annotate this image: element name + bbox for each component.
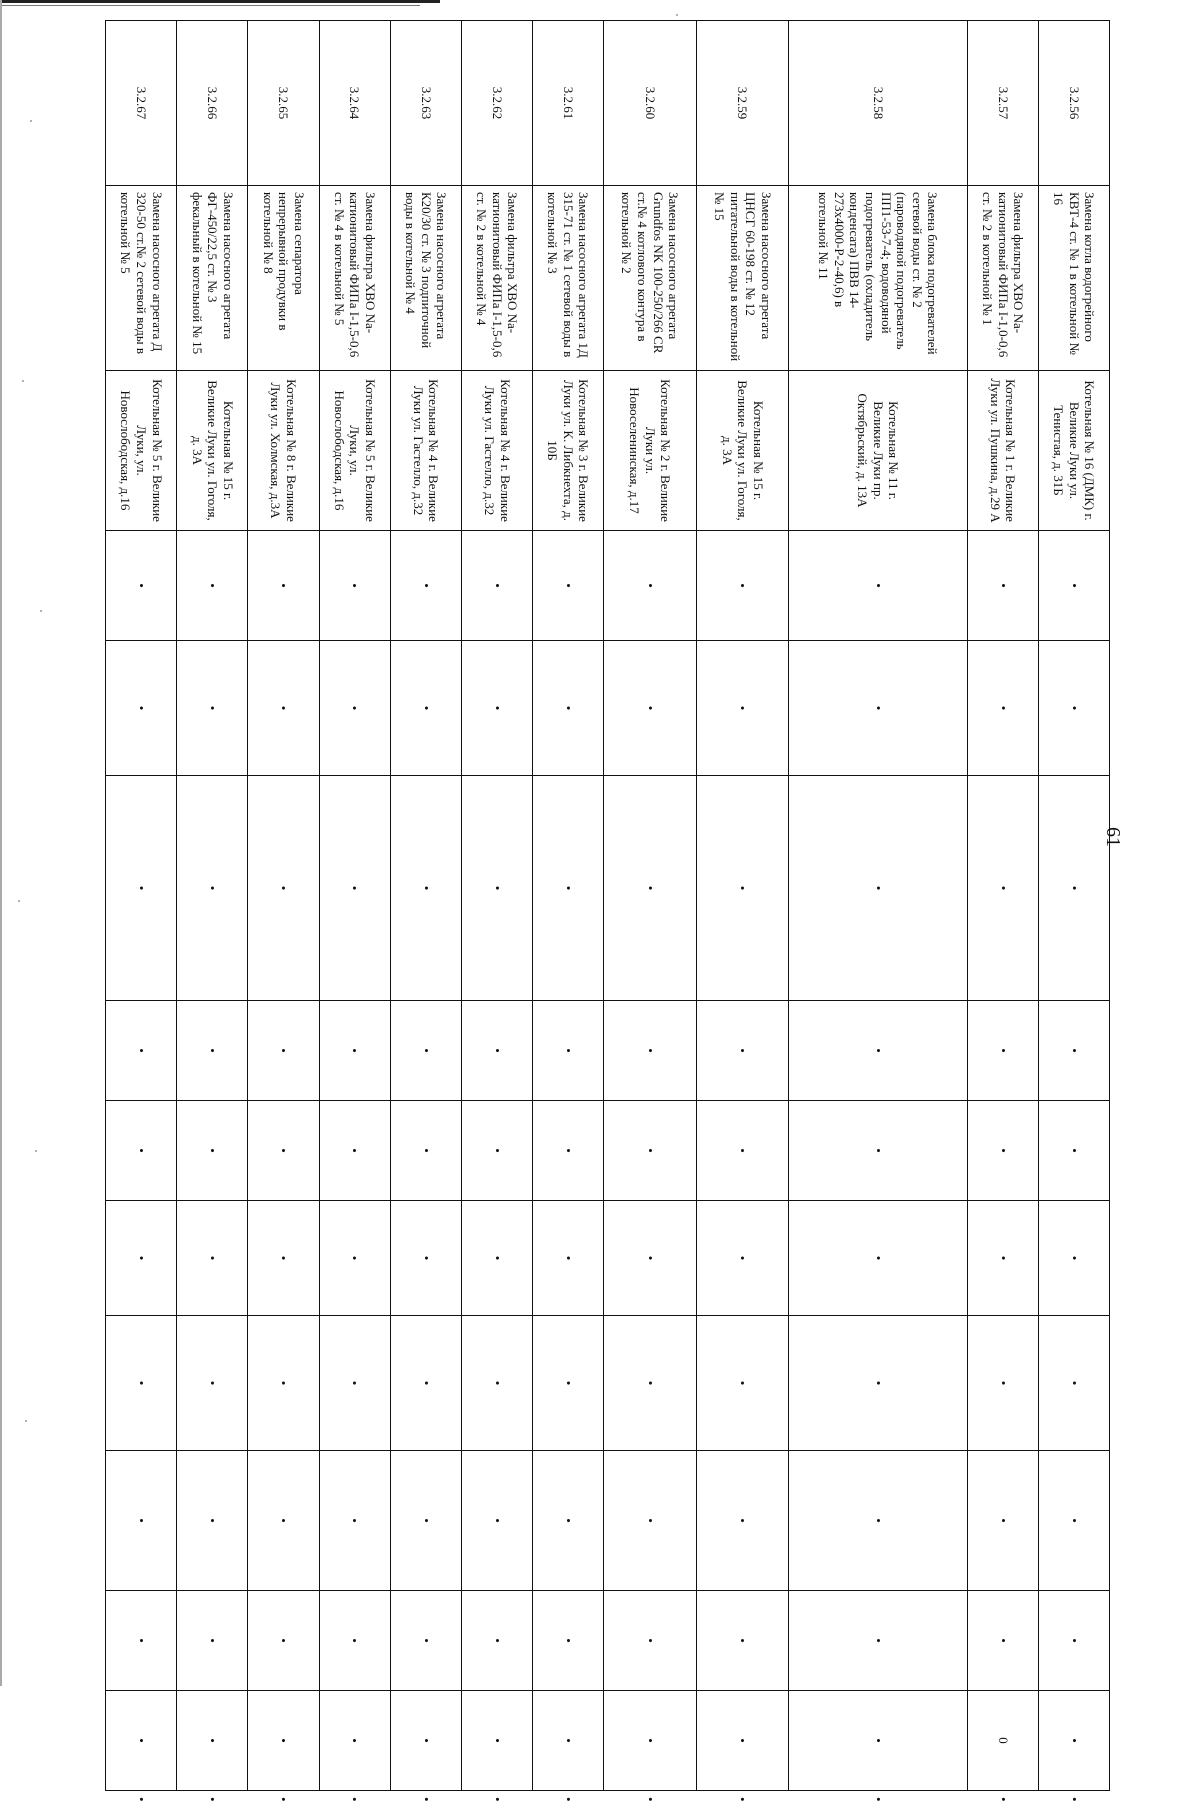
value-cell: • [390, 1591, 461, 1691]
table-row: 3.2.66 Замена насосного агрегата ФГ-450/22,5 ст. № 3 фекальный в котельной № 15 Котельная № 15 г. Великие Луки ул. Гоголя, д. 3А • • • • • • • • • • • [177, 21, 248, 1791]
value-cell: • [319, 1316, 390, 1451]
value-cell: • [696, 1001, 789, 1101]
value-cell: • [106, 1101, 177, 1201]
value-cell: • [461, 776, 532, 1001]
table-row: 3.2.67 Замена насосного агрегата Д 320-50 ст.№ 2 сетевой воды в котельной № 5 Котельная № 5 г. Великие Луки, ул. Новослободская, д.16 • • • • • • • • • • • [106, 21, 177, 1791]
work-description: Замена насосного агрегата ЦНСГ 60-198 ст. № 12 питательной воды в котельной № 15 [696, 186, 789, 371]
value-cell: • [789, 1591, 967, 1691]
item-number: 3.2.63 [390, 21, 461, 186]
value-cell: • [967, 641, 1038, 776]
value-cell: • [248, 1001, 319, 1101]
value-cell: • [390, 641, 461, 776]
value-cell: • [604, 531, 697, 641]
item-number: 3.2.66 [177, 21, 248, 186]
value-cell: • [248, 1451, 319, 1591]
value-cell: • [319, 1101, 390, 1201]
value-cell: • [967, 1101, 1038, 1201]
table-row: 3.2.58 Замена блока подогревателей сетевой воды ст. № 2 (пароводяной подогреватель ПП1-53-7-4; водоводяной подогреватель (охладитель конденсата) ПВВ 14-273х4000-Р-2-40,6) в котельной № 11 Котельная № 11 г. Великие Луки пр. Октябрьский, д. 13А • • • • • • • • • • • [789, 21, 967, 1791]
work-description: Замена насосного агрегата К20/30 ст. № 3 подпиточной воды в котельной № 4 [390, 186, 461, 371]
item-number: 3.2.67 [106, 21, 177, 186]
value-cell: • [1038, 1201, 1109, 1316]
value-cell: • [789, 1101, 967, 1201]
value-cell: • [461, 1691, 532, 1791]
value-cell: • [106, 1451, 177, 1591]
value-cell: • [696, 1201, 789, 1316]
scan-edge [0, 0, 2, 1686]
value-cell: • [789, 1451, 967, 1591]
value-cell: • [390, 531, 461, 641]
value-cell: • [789, 531, 967, 641]
value-cell: • [533, 641, 604, 776]
item-number: 3.2.57 [967, 21, 1038, 186]
table-row: 3.2.61 Замена насосного агрегата 1Д 315-71 ст. № 1 сетевой воды в котельной № 3 Котельная № 3 г. Великие Луки ул. К. Либкнехта, д. 10Б • • • • • • • • • • • [533, 21, 604, 1791]
value-cell: • [1038, 1591, 1109, 1691]
value-cell: • [1038, 1101, 1109, 1201]
value-cell: • [1038, 1691, 1109, 1791]
value-cell: • [696, 531, 789, 641]
value-cell: • [533, 1451, 604, 1591]
item-number: 3.2.61 [533, 21, 604, 186]
value-cell: • [177, 1591, 248, 1691]
value-cell: • [390, 776, 461, 1001]
value-cell: • [604, 1691, 697, 1791]
value-cell: • [696, 1101, 789, 1201]
boiler-address: Котельная № 11 г. Великие Луки пр. Октябрьский, д. 13А [789, 371, 967, 531]
value-cell: • [789, 1691, 967, 1791]
table-row: 3.2.65 Замена сепаратора непрерывной продувки в котельной № 8 Котельная № 8 г. Великие Луки ул. Холмская, д.3А • • • • • • • • • • • [248, 21, 319, 1791]
work-description: Замена фильтра ХВО Na-катионитовый ФИПа I-1,5-0,6 ст. № 2 в котельной № 4 [461, 186, 532, 371]
value-cell: • [967, 531, 1038, 641]
boiler-address: Котельная № 15 г. Великие Луки ул. Гоголя, д. 3А [696, 371, 789, 531]
value-cell: • [461, 1001, 532, 1101]
value-cell: • [533, 776, 604, 1001]
boiler-address: Котельная № 4 г. Великие Луки ул. Гастелло, д.32 [390, 371, 461, 531]
value-cell: • [106, 641, 177, 776]
value-cell: 0 [967, 1691, 1038, 1791]
value-cell: • [248, 1591, 319, 1691]
value-cell: • [177, 1101, 248, 1201]
value-cell: • [177, 1691, 248, 1791]
scan-speckle [35, 1150, 37, 1152]
boiler-address: Котельная № 5 г. Великие Луки, ул. Новослободская, д.16 [319, 371, 390, 531]
value-cell: • [789, 1001, 967, 1101]
value-cell: • [461, 641, 532, 776]
value-cell: • [1038, 1001, 1109, 1101]
value-cell: • [533, 1316, 604, 1451]
rotated-table-container [105, 20, 1110, 1802]
boiler-address: Котельная № 2 г. Великие Луки ул. Новоселенинская, д.17 [604, 371, 697, 531]
value-cell: • [248, 1201, 319, 1316]
work-description: Замена котла водогрейного КВТ-4 ст. № 1 в котельной № 16 [1038, 186, 1109, 371]
value-cell: • [967, 1591, 1038, 1691]
value-cell: • [248, 1101, 319, 1201]
value-cell: • [248, 776, 319, 1001]
works-table [105, 20, 1110, 1802]
table-row: 3.2.59 Замена насосного агрегата ЦНСГ 60-198 ст. № 12 питательной воды в котельной № 15 Котельная № 15 г. Великие Луки ул. Гоголя, д. 3А • • • • • • • • • • • [696, 21, 789, 1791]
value-cell: • [106, 531, 177, 641]
value-cell: • [967, 1001, 1038, 1101]
boiler-address: Котельная № 15 г. Великие Луки ул. Гоголя, д. 3А [177, 371, 248, 531]
value-cell: • [696, 776, 789, 1001]
value-cell: • [461, 1201, 532, 1316]
table-row: 3.2.64 Замена фильтра ХВО Na-катионитовый ФИПа I-1,5-0,6 ст. № 4 в котельной № 5 Котельная № 5 г. Великие Луки, ул. Новослободская, д.16 • • • • • • • • • • • [319, 21, 390, 1791]
scan-speckle [676, 14, 678, 16]
value-cell: • [177, 531, 248, 641]
value-cell: • [106, 776, 177, 1001]
value-cell: • [319, 531, 390, 641]
boiler-address: Котельная № 4 г. Великие Луки ул. Гастелло, д.32 [461, 371, 532, 531]
value-cell: • [390, 1316, 461, 1451]
value-cell: • [533, 1101, 604, 1201]
value-cell: • [533, 531, 604, 641]
boiler-address: Котельная № 5 г. Великие Луки, ул. Новослободская, д.16 [106, 371, 177, 531]
table-row: 3.2.63 Замена насосного агрегата К20/30 ст. № 3 подпиточной воды в котельной № 4 Котельная № 4 г. Великие Луки ул. Гастелло, д.32 • • • • • • • • • • • [390, 21, 461, 1791]
value-cell: • [106, 1591, 177, 1691]
item-number: 3.2.64 [319, 21, 390, 186]
boiler-address: Котельная № 8 г. Великие Луки ул. Холмская, д.3А [248, 371, 319, 531]
value-cell: • [1038, 531, 1109, 641]
scan-edge [0, 5, 420, 6]
value-cell: • [1038, 1451, 1109, 1591]
table-row: 3.2.60 Замена насосного агрегата Grundfos NK 100-250/266 CR ст.№ 4 котлового контура в котельной № 2 Котельная № 2 г. Великие Луки ул. Новоселенинская, д.17 • • • • • • • • • • • [604, 21, 697, 1791]
value-cell: • [789, 1316, 967, 1451]
value-cell: • [390, 1001, 461, 1101]
value-cell: • [177, 1001, 248, 1101]
scan-speckle [40, 610, 42, 612]
boiler-address: Котельная № 3 г. Великие Луки ул. К. Либкнехта, д. 10Б [533, 371, 604, 531]
value-cell: • [461, 531, 532, 641]
value-cell: • [390, 1201, 461, 1316]
value-cell: • [106, 1201, 177, 1316]
value-cell: • [461, 1316, 532, 1451]
value-cell: • [604, 1001, 697, 1101]
scan-edge [0, 0, 440, 3]
value-cell: • [1038, 776, 1109, 1001]
page-number: 61 [1102, 827, 1124, 847]
item-number: 3.2.65 [248, 21, 319, 186]
scan-speckle [25, 1420, 27, 1422]
value-cell: • [604, 1201, 697, 1316]
value-cell: • [461, 1591, 532, 1691]
value-cell: • [461, 1101, 532, 1201]
value-cell: • [789, 641, 967, 776]
value-cell: • [461, 1451, 532, 1591]
value-cell: • [789, 1201, 967, 1316]
value-cell: • [106, 1691, 177, 1791]
item-number: 3.2.59 [696, 21, 789, 186]
value-cell: • [533, 1001, 604, 1101]
scan-speckle [18, 900, 20, 902]
value-cell: • [248, 1691, 319, 1791]
value-cell: • [696, 1591, 789, 1691]
work-description: Замена блока подогревателей сетевой воды ст. № 2 (пароводяной подогреватель ПП1-53-7-4; водоводяной подогреватель (охладитель конденсата) ПВВ 14-273х4000-Р-2-40,6) в котельной № 11 [789, 186, 967, 371]
value-cell: • [177, 1316, 248, 1451]
value-cell: • [967, 1316, 1038, 1451]
value-cell: • [106, 1316, 177, 1451]
value-cell: • [106, 1001, 177, 1101]
scan-speckle [30, 120, 32, 122]
value-cell: • [604, 776, 697, 1001]
value-cell: • [1038, 641, 1109, 776]
value-cell: • [248, 641, 319, 776]
work-description: Замена сепаратора непрерывной продувки в котельной № 8 [248, 186, 319, 371]
scan-speckle [22, 380, 24, 382]
table-body [106, 21, 1110, 1802]
value-cell: • [967, 1451, 1038, 1591]
table-row: 3.2.57 Замена фильтра ХВО Na-катионитовый ФИПа I-1,0-0,6 ст. № 2 в котельной № 1 Котельная № 1 г. Великие Луки ул. Пушкина, д.29 А • • • • • • • • • 0 • [967, 21, 1038, 1791]
value-cell: • [789, 776, 967, 1001]
value-cell: • [319, 1691, 390, 1791]
value-cell: • [696, 641, 789, 776]
work-description: Замена фильтра ХВО Na-катионитовый ФИПа I-1,0-0,6 ст. № 2 в котельной № 1 [967, 186, 1038, 371]
value-cell: • [319, 641, 390, 776]
boiler-address: Котельная № 1 г. Великие Луки ул. Пушкина, д.29 А [967, 371, 1038, 531]
work-description: Замена насосного агрегата Grundfos NK 100-250/266 CR ст.№ 4 котлового контура в котельной № 2 [604, 186, 697, 371]
work-description: Замена фильтра ХВО Na-катионитовый ФИПа I-1,5-0,6 ст. № 4 в котельной № 5 [319, 186, 390, 371]
item-number: 3.2.56 [1038, 21, 1109, 186]
value-cell: • [319, 1001, 390, 1101]
value-cell: • [967, 776, 1038, 1001]
value-cell: • [604, 1591, 697, 1691]
value-cell: • [390, 1451, 461, 1591]
value-cell: • [696, 1691, 789, 1791]
value-cell: • [604, 1316, 697, 1451]
value-cell: • [604, 1451, 697, 1591]
value-cell: • [319, 1591, 390, 1691]
value-cell: • [177, 1451, 248, 1591]
table-row: 3.2.62 Замена фильтра ХВО Na-катионитовый ФИПа I-1,5-0,6 ст. № 2 в котельной № 4 Котельная № 4 г. Великие Луки ул. Гастелло, д.32 • • • • • • • • • • • [461, 21, 532, 1791]
value-cell: • [177, 776, 248, 1001]
table-row: 3.2.56 Замена котла водогрейного КВТ-4 ст. № 1 в котельной № 16 Котельная № 16 (ДМК) г. Великие Луки ул. Тенистая, д. 31Б • • • • • • • • • • • [1038, 21, 1109, 1791]
value-cell: • [390, 1101, 461, 1201]
item-number: 3.2.60 [604, 21, 697, 186]
value-cell: • [696, 1451, 789, 1591]
value-cell: • [696, 1316, 789, 1451]
value-cell: • [248, 1316, 319, 1451]
work-description: Замена насосного агрегата 1Д 315-71 ст. № 1 сетевой воды в котельной № 3 [533, 186, 604, 371]
value-cell: • [1038, 1316, 1109, 1451]
work-description: Замена насосного агрегата ФГ-450/22,5 ст. № 3 фекальный в котельной № 15 [177, 186, 248, 371]
value-cell: • [319, 776, 390, 1001]
value-cell: • [177, 641, 248, 776]
value-cell: • [319, 1451, 390, 1591]
value-cell: • [533, 1591, 604, 1691]
value-cell: • [533, 1201, 604, 1316]
value-cell: • [319, 1201, 390, 1316]
item-number: 3.2.62 [461, 21, 532, 186]
value-cell: • [604, 641, 697, 776]
value-cell: • [248, 531, 319, 641]
value-cell: • [604, 1101, 697, 1201]
value-cell: • [390, 1691, 461, 1791]
boiler-address: Котельная № 16 (ДМК) г. Великие Луки ул. Тенистая, д. 31Б [1038, 371, 1109, 531]
value-cell: • [967, 1201, 1038, 1316]
work-description: Замена насосного агрегата Д 320-50 ст.№ 2 сетевой воды в котельной № 5 [106, 186, 177, 371]
item-number: 3.2.58 [789, 21, 967, 186]
value-cell: • [533, 1691, 604, 1791]
value-cell: • [177, 1201, 248, 1316]
